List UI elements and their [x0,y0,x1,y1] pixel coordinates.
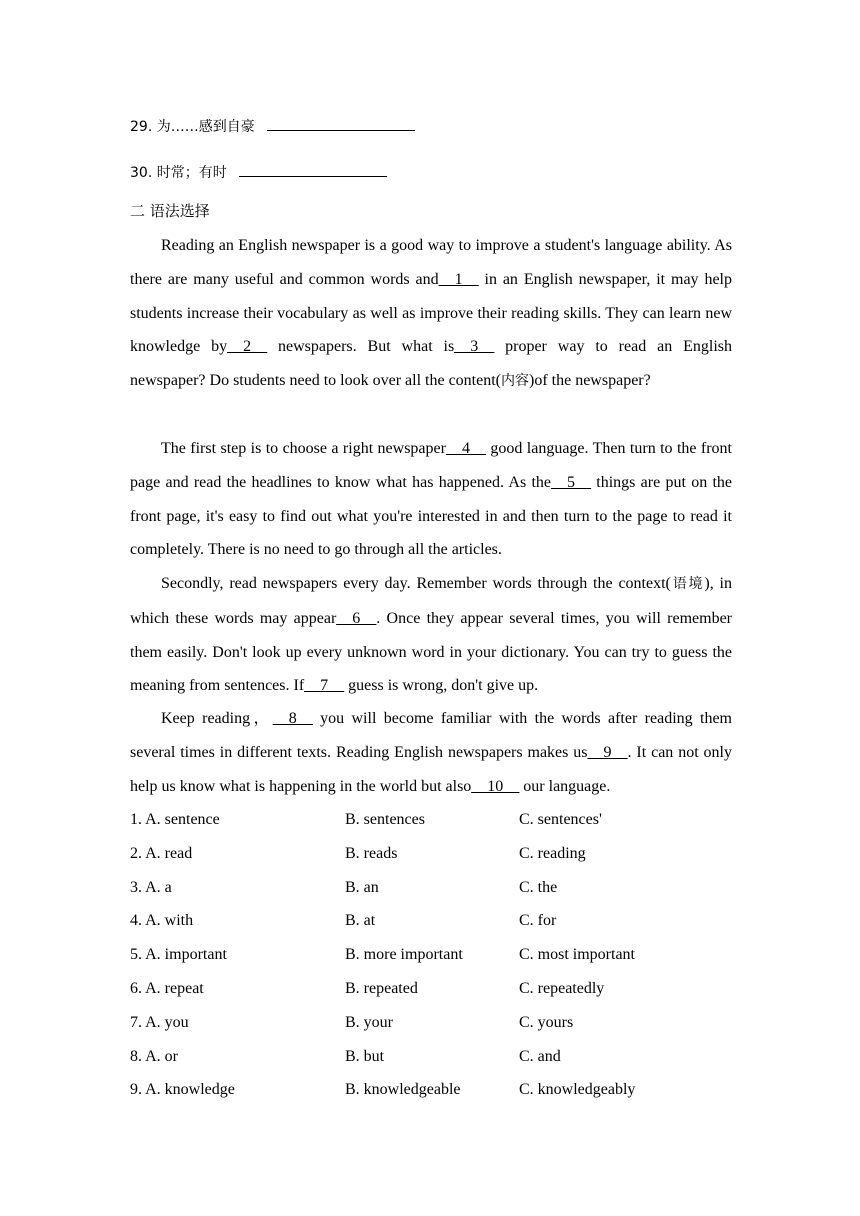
passage-paragraph-4 [130,702,732,803]
question-options-row [130,803,750,837]
chinese-gloss: 内容 [501,373,529,390]
option-b[interactable]: B. knowledgeable [345,1081,461,1099]
passage-text: The first step is to choose a right newspaper [161,440,446,457]
answer-blank[interactable]: __2__ [227,338,268,356]
answer-blank[interactable]: __6__ [336,609,377,627]
option-b[interactable]: B. your [345,1013,393,1031]
question-options-row [130,1006,750,1040]
option-a[interactable]: 4. A. with [130,912,194,930]
passage-text: Secondly, read newspapers every day. Remember words through the context( [161,575,671,592]
option-a[interactable]: 2. A. read [130,844,193,862]
options-list [130,803,750,1107]
answer-blank[interactable]: __8__ [272,710,313,727]
option-c[interactable]: C. for [519,912,557,930]
section-title: 二 语法选择 [130,202,210,220]
vocab-item-29 [130,116,415,136]
passage-text: . It can not only help us know what is happening in the world but also [130,743,732,795]
vocab-item-30 [130,162,387,182]
question-options-row [130,1073,750,1107]
passage-paragraph-2 [130,432,732,567]
passage-text: things are put on the front page, it's easy to find out what you're interested in and then turn to the page to read it completely. There is no need to go through all the articles. [130,473,733,559]
passage-text: you will become familiar with the words after reading them several times in different texts. Reading English newspapers makes us [130,710,732,761]
question-options-row [130,1040,750,1074]
option-b[interactable]: B. reads [345,844,398,862]
option-c[interactable]: C. the [519,878,558,896]
option-c[interactable]: C. knowledgeably [519,1081,636,1099]
passage-text: )of the newspaper? [529,372,651,390]
answer-blank[interactable]: __10__ [471,777,520,795]
option-c[interactable]: C. sentences' [519,811,602,828]
option-a[interactable]: 8. A. or [130,1047,178,1065]
passage-text: good language. Then turn to the front page and read the headlines to know what has happened. As the [130,440,732,491]
passage-text: . Once they appear several times, you will remember them easily. Don't look up every unknown word in your dictionary. You can try to guess the meaning from sentences. If [130,609,732,695]
option-b[interactable]: B. repeated [345,979,418,997]
vocab-item-text: 30. 时常；有时 [130,165,227,181]
passage-paragraph-3 [130,567,732,703]
answer-blank[interactable]: __7__ [304,677,345,695]
question-options-row [130,938,750,972]
option-a[interactable]: 1. A. sentence [130,811,220,828]
option-c[interactable]: C. repeatedly [519,979,605,997]
option-a[interactable]: 7. A. you [130,1013,189,1031]
answer-blank[interactable]: __4__ [445,440,486,457]
passage-paragraph-1 [130,229,732,399]
answer-blank[interactable]: __9__ [587,743,628,761]
answer-blank[interactable]: __5__ [551,473,591,491]
option-b[interactable]: B. more important [345,946,463,964]
passage-text: Keep reading， [161,710,273,727]
option-a[interactable]: 5. A. important [130,946,227,964]
question-options-row [130,837,750,871]
passage-text: proper way to read an English newspaper? Do students need to look over all the content( [130,338,733,390]
option-c[interactable]: C. and [519,1047,561,1065]
option-c[interactable]: C. most important [519,946,635,964]
passage-text: our language. [519,777,611,795]
answer-line[interactable] [267,118,415,131]
question-options-row [130,904,750,938]
answer-line[interactable] [239,164,387,177]
question-options-row [130,871,750,905]
passage-text: guess is wrong, don't give up. [344,677,539,695]
vocab-item-text: 29. 为……感到自豪 [130,119,255,135]
question-options-row [130,972,750,1006]
answer-blank[interactable]: __1__ [438,270,479,288]
passage-text: Reading an English newspaper is a good way to improve a student's language ability. As there are many useful and common words and [130,237,732,288]
option-b[interactable]: B. but [345,1047,385,1065]
option-b[interactable]: B. an [345,878,379,896]
option-c[interactable]: C. reading [519,844,586,862]
option-b[interactable]: B. at [345,912,376,930]
option-a[interactable]: 6. A. repeat [130,979,204,997]
answer-blank[interactable]: __3__ [454,338,495,356]
chinese-gloss: 语境 [670,576,705,592]
option-b[interactable]: B. sentences [345,811,425,828]
option-a[interactable]: 3. A. a [130,878,172,896]
passage-text: newspapers. But what is [267,338,455,356]
passage-text: in an English newspaper, it may help students increase their vocabulary as well as improve their reading skills. They can learn new knowledge by [130,270,732,356]
passage-text: ), in which these words may appear [130,575,733,627]
option-c[interactable]: C. yours [519,1013,574,1031]
option-a[interactable]: 9. A. knowledge [130,1081,235,1099]
